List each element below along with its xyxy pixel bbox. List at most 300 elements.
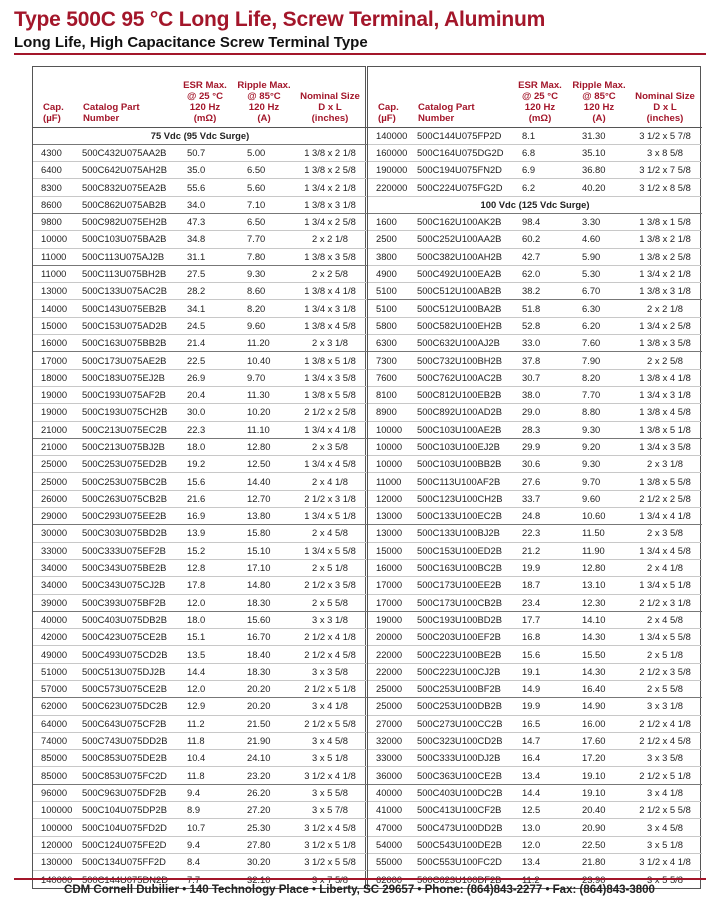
table-row xyxy=(33,317,367,334)
table-row xyxy=(368,265,702,282)
cap-cell: 42000 xyxy=(33,629,79,646)
ripple-cell: 21.80 xyxy=(570,853,628,870)
ripple-cell: 20.20 xyxy=(235,698,293,715)
ripple-cell: 17.60 xyxy=(570,732,628,749)
cap-cell: 19000 xyxy=(368,611,414,628)
cap-cell: 62000 xyxy=(33,698,79,715)
size-cell: 1 3/8 x 3 5/8 xyxy=(293,248,367,265)
esr-cell: 12.5 xyxy=(510,802,570,819)
table-row xyxy=(368,369,702,386)
cap-cell: 7300 xyxy=(368,352,414,369)
table-row xyxy=(33,438,367,455)
cap-cell: 25000 xyxy=(33,456,79,473)
esr-cell: 30.7 xyxy=(510,369,570,386)
esr-cell: 16.8 xyxy=(510,629,570,646)
size-cell: 2 1/2 x 4 5/8 xyxy=(628,732,702,749)
esr-cell: 34.1 xyxy=(175,300,235,317)
part-number-cell: 500C413U100CF2B xyxy=(414,802,510,819)
esr-cell: 30.0 xyxy=(175,404,235,421)
esr-cell: 33.0 xyxy=(510,335,570,352)
part-number-cell: 500C343U075BE2B xyxy=(79,559,175,576)
header-size: Nominal Size D x L (inches) xyxy=(293,67,367,127)
size-cell: 1 3/4 x 2 1/8 xyxy=(293,179,367,196)
size-cell: 3 1/2 x 5 5/8 xyxy=(293,853,367,870)
esr-cell: 8.9 xyxy=(175,802,235,819)
size-cell: 2 1/2 x 3 5/8 xyxy=(628,663,702,680)
size-cell: 2 1/2 x 4 1/8 xyxy=(293,629,367,646)
cap-cell: 13000 xyxy=(33,283,79,300)
esr-cell: 11.8 xyxy=(175,732,235,749)
table-row xyxy=(33,577,367,594)
ripple-cell: 9.30 xyxy=(235,265,293,282)
cap-cell: 25000 xyxy=(368,698,414,715)
esr-cell: 8.4 xyxy=(175,853,235,870)
size-cell: 2 x 5 1/8 xyxy=(628,646,702,663)
cap-cell: 17000 xyxy=(33,352,79,369)
cap-cell: 2500 xyxy=(368,231,414,248)
table-row xyxy=(368,853,702,870)
part-number-cell: 500C223U100BE2B xyxy=(414,646,510,663)
cap-cell: 40000 xyxy=(33,611,79,628)
part-number-cell: 500C223U100CJ2B xyxy=(414,663,510,680)
size-cell: 1 3/8 x 4 1/8 xyxy=(293,283,367,300)
cap-cell: 20000 xyxy=(368,629,414,646)
table-row xyxy=(368,681,702,698)
part-number-cell: 500C104U075DP2B xyxy=(79,802,175,819)
size-cell: 3 x 3 5/8 xyxy=(628,750,702,767)
size-cell: 1 3/8 x 4 1/8 xyxy=(628,369,702,386)
part-number-cell: 500C134U075FF2D xyxy=(79,853,175,870)
size-cell: 2 x 5 1/8 xyxy=(293,559,367,576)
cap-cell: 13000 xyxy=(368,508,414,525)
table-row xyxy=(33,352,367,369)
part-number-cell: 500C173U100EE2B xyxy=(414,577,510,594)
ripple-cell: 15.50 xyxy=(570,646,628,663)
part-number-cell: 500C393U075BF2B xyxy=(79,594,175,611)
part-number-cell: 500C253U100BF2B xyxy=(414,681,510,698)
size-cell: 2 x 5 5/8 xyxy=(628,681,702,698)
esr-cell: 11.2 xyxy=(175,715,235,732)
ripple-cell: 15.60 xyxy=(235,611,293,628)
ripple-cell: 9.70 xyxy=(570,473,628,490)
table-row xyxy=(33,508,367,525)
cap-cell: 19000 xyxy=(33,386,79,403)
size-cell: 3 x 3 1/8 xyxy=(628,698,702,715)
table-header xyxy=(368,67,702,127)
esr-cell: 26.9 xyxy=(175,369,235,386)
table-row xyxy=(368,611,702,628)
size-cell: 2 1/2 x 5 5/8 xyxy=(628,802,702,819)
part-number-cell: 500C263U075CB2B xyxy=(79,490,175,507)
ripple-cell: 11.30 xyxy=(235,386,293,403)
table-row xyxy=(33,732,367,749)
part-number-cell: 500C173U100CB2B xyxy=(414,594,510,611)
ripple-cell: 9.30 xyxy=(570,421,628,438)
cap-cell: 13000 xyxy=(368,525,414,542)
esr-cell: 15.6 xyxy=(175,473,235,490)
size-cell: 2 x 3 1/8 xyxy=(628,456,702,473)
table-row xyxy=(368,802,702,819)
left-spec-table xyxy=(33,67,367,888)
cap-cell: 40000 xyxy=(368,784,414,801)
ripple-cell: 8.20 xyxy=(235,300,293,317)
table-row xyxy=(33,681,367,698)
part-number-cell: 500C213U075BJ2B xyxy=(79,438,175,455)
cap-cell: 14000 xyxy=(33,300,79,317)
ripple-cell: 21.50 xyxy=(235,715,293,732)
size-cell: 1 3/4 x 3 1/8 xyxy=(628,386,702,403)
esr-cell: 17.7 xyxy=(510,611,570,628)
size-cell: 1 3/8 x 1 5/8 xyxy=(628,213,702,230)
table-row xyxy=(368,559,702,576)
table-row xyxy=(33,265,367,282)
esr-cell: 98.4 xyxy=(510,213,570,230)
size-cell: 2 1/2 x 2 5/8 xyxy=(293,404,367,421)
ripple-cell: 5.30 xyxy=(570,265,628,282)
page-title: Type 500C 95 °C Long Life, Screw Terminal, Aluminum xyxy=(14,8,546,31)
cap-cell: 8100 xyxy=(368,386,414,403)
size-cell: 3 1/2 x 5 7/8 xyxy=(628,127,702,144)
cap-cell: 41000 xyxy=(368,802,414,819)
table-row xyxy=(368,144,702,161)
size-cell: 2 x 5 5/8 xyxy=(293,594,367,611)
size-cell: 2 1/2 x 3 1/8 xyxy=(293,490,367,507)
esr-cell: 19.9 xyxy=(510,559,570,576)
esr-cell: 9.4 xyxy=(175,784,235,801)
ripple-cell: 8.20 xyxy=(570,369,628,386)
table-row xyxy=(33,283,367,300)
esr-cell: 33.7 xyxy=(510,490,570,507)
cap-cell: 26000 xyxy=(33,490,79,507)
right-table-body xyxy=(368,127,702,888)
table-row xyxy=(33,369,367,386)
esr-cell: 60.2 xyxy=(510,231,570,248)
part-number-cell: 500C382U100AH2B xyxy=(414,248,510,265)
cap-cell: 85000 xyxy=(33,750,79,767)
table-row xyxy=(368,438,702,455)
cap-cell: 10000 xyxy=(368,438,414,455)
cap-cell: 19000 xyxy=(33,404,79,421)
part-number-cell: 500C293U075EE2B xyxy=(79,508,175,525)
part-number-cell: 500C343U075CJ2B xyxy=(79,577,175,594)
esr-cell: 6.9 xyxy=(510,162,570,179)
esr-cell: 16.4 xyxy=(510,750,570,767)
cap-cell: 7600 xyxy=(368,369,414,386)
esr-cell: 52.8 xyxy=(510,317,570,334)
esr-cell: 19.2 xyxy=(175,456,235,473)
size-cell: 1 3/4 x 2 5/8 xyxy=(628,317,702,334)
ripple-cell: 14.30 xyxy=(570,663,628,680)
ripple-cell: 20.20 xyxy=(235,681,293,698)
table-row xyxy=(368,663,702,680)
esr-cell: 28.3 xyxy=(510,421,570,438)
ripple-cell: 6.30 xyxy=(570,300,628,317)
esr-cell: 24.5 xyxy=(175,317,235,334)
ripple-cell: 14.40 xyxy=(235,473,293,490)
esr-cell: 19.9 xyxy=(510,698,570,715)
size-cell: 1 3/8 x 2 5/8 xyxy=(628,248,702,265)
part-number-cell: 500C163U075BB2B xyxy=(79,335,175,352)
ripple-cell: 9.70 xyxy=(235,369,293,386)
ripple-cell: 7.90 xyxy=(570,352,628,369)
esr-cell: 38.2 xyxy=(510,283,570,300)
part-number-cell: 500C103U100BB2B xyxy=(414,456,510,473)
ripple-cell: 13.80 xyxy=(235,508,293,525)
cap-cell: 16000 xyxy=(368,559,414,576)
table-row xyxy=(33,490,367,507)
cap-cell: 17000 xyxy=(368,577,414,594)
part-number-cell: 500C892U100AD2B xyxy=(414,404,510,421)
cap-cell: 5100 xyxy=(368,300,414,317)
part-number-cell: 500C363U100CE2B xyxy=(414,767,510,784)
esr-cell: 13.4 xyxy=(510,767,570,784)
table-row xyxy=(368,819,702,836)
cap-cell: 15000 xyxy=(368,542,414,559)
cap-cell: 55000 xyxy=(368,853,414,870)
cap-cell: 21000 xyxy=(33,438,79,455)
table-row xyxy=(368,542,702,559)
esr-cell: 21.2 xyxy=(510,542,570,559)
part-number-cell: 500C543U100DE2B xyxy=(414,836,510,853)
table-row xyxy=(368,836,702,853)
ripple-cell: 6.70 xyxy=(570,283,628,300)
cap-cell: 30000 xyxy=(33,525,79,542)
part-number-cell: 500C124U075FE2D xyxy=(79,836,175,853)
esr-cell: 13.4 xyxy=(510,853,570,870)
size-cell: 3 x 5 1/8 xyxy=(628,836,702,853)
size-cell: 2 x 3 1/8 xyxy=(293,335,367,352)
table-row xyxy=(33,179,367,196)
ripple-cell: 6.50 xyxy=(235,162,293,179)
ripple-cell: 17.10 xyxy=(235,559,293,576)
ripple-cell: 20.90 xyxy=(570,819,628,836)
cap-cell: 85000 xyxy=(33,767,79,784)
right-spec-table xyxy=(368,67,702,888)
ripple-cell: 14.10 xyxy=(570,611,628,628)
ripple-cell: 6.50 xyxy=(235,213,293,230)
size-cell: 1 3/4 x 3 1/8 xyxy=(293,300,367,317)
table-row xyxy=(368,525,702,542)
part-number-cell: 500C582U100EH2B xyxy=(414,317,510,334)
size-cell: 2 x 2 1/8 xyxy=(628,300,702,317)
cap-cell: 11000 xyxy=(33,265,79,282)
size-cell: 3 1/2 x 4 5/8 xyxy=(293,819,367,836)
size-cell: 1 3/8 x 5 5/8 xyxy=(628,473,702,490)
header-part-number: Catalog Part Number xyxy=(79,67,175,127)
size-cell: 1 3/8 x 2 1/8 xyxy=(293,144,367,161)
ripple-cell: 26.20 xyxy=(235,784,293,801)
part-number-cell: 500C303U075BD2B xyxy=(79,525,175,542)
ripple-cell: 11.10 xyxy=(235,421,293,438)
size-cell: 1 3/4 x 5 1/8 xyxy=(628,577,702,594)
esr-cell: 35.0 xyxy=(175,162,235,179)
esr-cell: 22.5 xyxy=(175,352,235,369)
table-row xyxy=(368,456,702,473)
part-number-cell: 500C162U100AK2B xyxy=(414,213,510,230)
size-cell: 1 3/8 x 3 5/8 xyxy=(628,335,702,352)
ripple-cell: 31.30 xyxy=(570,127,628,144)
ripple-cell: 36.80 xyxy=(570,162,628,179)
part-number-cell: 500C103U075BA2B xyxy=(79,231,175,248)
ripple-cell: 7.70 xyxy=(235,231,293,248)
size-cell: 1 3/4 x 3 5/8 xyxy=(293,369,367,386)
ripple-cell: 16.70 xyxy=(235,629,293,646)
esr-cell: 14.7 xyxy=(510,732,570,749)
ripple-cell: 15.10 xyxy=(235,542,293,559)
header-ripple: Ripple Max. @ 85°C 120 Hz (A) xyxy=(235,67,293,127)
voltage-section-row xyxy=(33,127,367,144)
ripple-cell: 6.20 xyxy=(570,317,628,334)
esr-cell: 55.6 xyxy=(175,179,235,196)
part-number-cell: 500C513U075DJ2B xyxy=(79,663,175,680)
table-row xyxy=(368,629,702,646)
title-rule xyxy=(14,53,706,55)
ripple-cell: 10.60 xyxy=(570,508,628,525)
part-number-cell: 500C253U100DB2B xyxy=(414,698,510,715)
ripple-cell: 9.30 xyxy=(570,456,628,473)
esr-cell: 16.9 xyxy=(175,508,235,525)
ripple-cell: 9.60 xyxy=(235,317,293,334)
ripple-cell: 11.50 xyxy=(570,525,628,542)
size-cell: 3 x 4 1/8 xyxy=(293,698,367,715)
esr-cell: 22.3 xyxy=(175,421,235,438)
ripple-cell: 19.10 xyxy=(570,784,628,801)
size-cell: 2 x 3 5/8 xyxy=(293,438,367,455)
table-row xyxy=(368,231,702,248)
size-cell: 1 3/4 x 4 5/8 xyxy=(293,456,367,473)
size-cell: 2 1/2 x 4 1/8 xyxy=(628,715,702,732)
part-number-cell: 500C732U100BH2B xyxy=(414,352,510,369)
esr-cell: 30.6 xyxy=(510,456,570,473)
ripple-cell: 8.60 xyxy=(235,283,293,300)
voltage-section-label: 100 Vdc (125 Vdc Surge) xyxy=(368,196,702,213)
voltage-section-label: 75 Vdc (95 Vdc Surge) xyxy=(33,127,367,144)
cap-cell: 18000 xyxy=(33,369,79,386)
table-row xyxy=(33,196,367,213)
part-number-cell: 500C473U100DD2B xyxy=(414,819,510,836)
esr-cell: 9.4 xyxy=(175,836,235,853)
esr-cell: 17.8 xyxy=(175,577,235,594)
table-row xyxy=(368,698,702,715)
esr-cell: 29.0 xyxy=(510,404,570,421)
size-cell: 2 1/2 x 4 5/8 xyxy=(293,646,367,663)
esr-cell: 24.8 xyxy=(510,508,570,525)
cap-cell: 32000 xyxy=(368,732,414,749)
size-cell: 3 1/2 x 8 5/8 xyxy=(628,179,702,196)
table-row xyxy=(33,611,367,628)
part-number-cell: 500C762U100AC2B xyxy=(414,369,510,386)
ripple-cell: 21.90 xyxy=(235,732,293,749)
table-row xyxy=(33,784,367,801)
size-cell: 1 3/8 x 2 5/8 xyxy=(293,162,367,179)
esr-cell: 50.7 xyxy=(175,144,235,161)
ripple-cell: 3.30 xyxy=(570,213,628,230)
header-esr: ESR Max. @ 25 °C 120 Hz (mΩ) xyxy=(175,67,235,127)
table-row xyxy=(33,819,367,836)
cap-cell: 3800 xyxy=(368,248,414,265)
table-row xyxy=(368,335,702,352)
ripple-cell: 23.20 xyxy=(235,767,293,784)
size-cell: 1 3/4 x 4 5/8 xyxy=(628,542,702,559)
ripple-cell: 15.80 xyxy=(235,525,293,542)
ripple-cell: 14.30 xyxy=(570,629,628,646)
part-number-cell: 500C743U075DD2B xyxy=(79,732,175,749)
esr-cell: 14.9 xyxy=(510,681,570,698)
cap-cell: 100000 xyxy=(33,802,79,819)
table-row xyxy=(33,473,367,490)
table-row xyxy=(368,490,702,507)
ripple-cell: 14.90 xyxy=(570,698,628,715)
table-row xyxy=(33,421,367,438)
ripple-cell: 12.80 xyxy=(235,438,293,455)
part-number-cell: 500C432U075AA2B xyxy=(79,144,175,161)
left-table-panel xyxy=(32,66,366,889)
ripple-cell: 30.20 xyxy=(235,853,293,870)
esr-cell: 12.0 xyxy=(175,681,235,698)
cap-cell: 9800 xyxy=(33,213,79,230)
table-row xyxy=(368,508,702,525)
ripple-cell: 12.80 xyxy=(570,559,628,576)
size-cell: 3 x 4 5/8 xyxy=(628,819,702,836)
esr-cell: 18.0 xyxy=(175,611,235,628)
cap-cell: 25000 xyxy=(368,681,414,698)
table-row xyxy=(368,248,702,265)
ripple-cell: 5.00 xyxy=(235,144,293,161)
part-number-cell: 500C183U075EJ2B xyxy=(79,369,175,386)
table-row xyxy=(33,231,367,248)
cap-cell: 96000 xyxy=(33,784,79,801)
size-cell: 3 x 5 1/8 xyxy=(293,750,367,767)
size-cell: 1 3/8 x 5 1/8 xyxy=(293,352,367,369)
esr-cell: 15.6 xyxy=(510,646,570,663)
cap-cell: 15000 xyxy=(33,317,79,334)
ripple-cell: 12.30 xyxy=(570,594,628,611)
right-table-panel xyxy=(367,66,701,889)
ripple-cell: 9.60 xyxy=(570,490,628,507)
table-row xyxy=(33,386,367,403)
ripple-cell: 20.40 xyxy=(570,802,628,819)
ripple-cell: 27.80 xyxy=(235,836,293,853)
part-number-cell: 500C224U075FG2D xyxy=(414,179,510,196)
table-row xyxy=(33,335,367,352)
cap-cell: 22000 xyxy=(368,663,414,680)
ripple-cell: 7.60 xyxy=(570,335,628,352)
table-row xyxy=(33,750,367,767)
cap-cell: 54000 xyxy=(368,836,414,853)
ripple-cell: 12.50 xyxy=(235,456,293,473)
table-row xyxy=(33,767,367,784)
ripple-cell: 16.00 xyxy=(570,715,628,732)
table-row xyxy=(33,836,367,853)
part-number-cell: 500C143U075EB2B xyxy=(79,300,175,317)
part-number-cell: 500C133U100BJ2B xyxy=(414,525,510,542)
table-row xyxy=(33,525,367,542)
size-cell: 3 x 8 5/8 xyxy=(628,144,702,161)
esr-cell: 22.3 xyxy=(510,525,570,542)
part-number-cell: 500C512U100BA2B xyxy=(414,300,510,317)
part-number-cell: 500C982U075EH2B xyxy=(79,213,175,230)
part-number-cell: 500C853U075FC2D xyxy=(79,767,175,784)
part-number-cell: 500C623U075DC2B xyxy=(79,698,175,715)
table-row xyxy=(33,559,367,576)
table-row xyxy=(368,784,702,801)
table-row xyxy=(368,179,702,196)
esr-cell: 21.4 xyxy=(175,335,235,352)
table-row xyxy=(33,802,367,819)
cap-cell: 4300 xyxy=(33,144,79,161)
part-number-cell: 500C163U100BC2B xyxy=(414,559,510,576)
size-cell: 3 1/2 x 7 5/8 xyxy=(628,162,702,179)
